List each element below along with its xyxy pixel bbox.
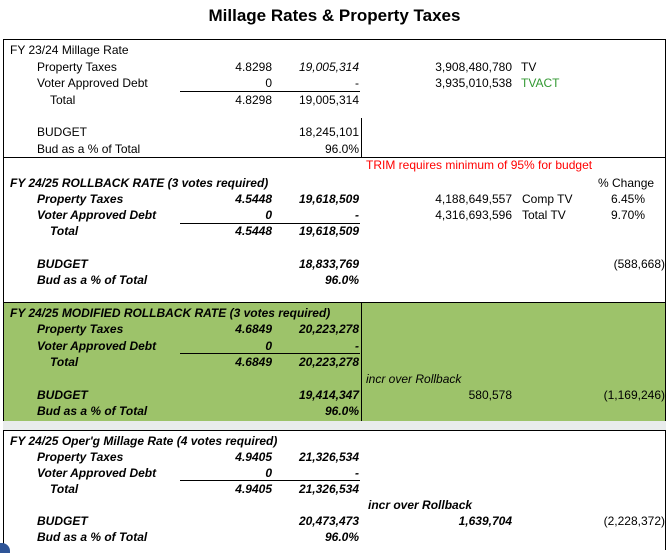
property-taxes-rate: 4.8298 bbox=[235, 60, 272, 74]
budget-difference: (1,169,246) bbox=[603, 388, 665, 402]
section-heading: FY 24/25 MODIFIED ROLLBACK RATE (3 votes required) bbox=[10, 306, 331, 320]
comp-tv-pct: 6.45% bbox=[610, 192, 645, 206]
voter-debt-rate: 0 bbox=[265, 339, 272, 353]
total-label: Total bbox=[50, 355, 79, 369]
comp-tv-value: 4,188,649,557 bbox=[435, 192, 512, 206]
total-amount: 20,223,278 bbox=[298, 355, 359, 369]
property-taxes-label: Property Taxes bbox=[37, 450, 124, 464]
voter-debt-amount: - bbox=[355, 208, 359, 222]
total-label: Total bbox=[50, 93, 76, 107]
page-title: Millage Rates & Property Taxes bbox=[208, 6, 461, 25]
tv-value: 3,908,480,780 bbox=[435, 60, 512, 74]
total-rate: 4.9405 bbox=[235, 482, 272, 496]
budget-amount: 20,473,473 bbox=[298, 514, 359, 528]
budget-pct-label: Bud as a % of Total bbox=[37, 273, 148, 287]
property-taxes-rate: 4.6849 bbox=[235, 322, 272, 336]
comp-tv-label: Comp TV bbox=[522, 192, 573, 206]
voter-debt-rate: 0 bbox=[265, 208, 272, 222]
pct-change-header: % Change bbox=[598, 176, 655, 190]
budget-label: BUDGET bbox=[37, 257, 88, 271]
property-taxes-label: Property Taxes bbox=[37, 322, 124, 336]
voter-debt-label: Voter Approved Debt bbox=[37, 466, 157, 480]
voter-debt-amount: - bbox=[355, 339, 359, 353]
budget-label: BUDGET bbox=[37, 125, 88, 139]
property-taxes-rate: 4.5448 bbox=[235, 192, 272, 206]
voter-debt-label: Voter Approved Debt bbox=[37, 76, 148, 90]
total-rate: 4.5448 bbox=[235, 224, 272, 238]
total-rate: 4.8298 bbox=[235, 93, 272, 107]
voter-debt-label: Voter Approved Debt bbox=[37, 208, 157, 222]
section-heading: FY 24/25 ROLLBACK RATE (3 votes required) bbox=[10, 176, 269, 190]
total-underline bbox=[180, 353, 360, 354]
budget-pct-value: 96.0% bbox=[324, 142, 359, 156]
total-amount: 19,618,509 bbox=[298, 224, 359, 238]
tvact-value: 3,935,010,538 bbox=[435, 76, 512, 90]
total-tv-label: Total TV bbox=[522, 208, 566, 222]
total-amount: 21,326,534 bbox=[298, 482, 359, 496]
section-divider bbox=[3, 421, 666, 430]
tv-label: TV bbox=[521, 60, 537, 74]
incr-over-rollback-label: incr over Rollback bbox=[366, 372, 462, 386]
property-taxes-label: Property Taxes bbox=[37, 60, 117, 74]
budget-label: BUDGET bbox=[37, 388, 88, 402]
incr-over-rollback-label: incr over Rollback bbox=[368, 498, 473, 512]
cell-border bbox=[361, 303, 362, 421]
budget-amount: 18,833,769 bbox=[298, 257, 359, 271]
total-tv-value: 4,316,693,596 bbox=[435, 208, 512, 222]
total-rate: 4.6849 bbox=[235, 355, 272, 369]
budget-label: BUDGET bbox=[37, 514, 88, 528]
voter-debt-amount: - bbox=[355, 466, 359, 480]
property-taxes-amount: 21,326,534 bbox=[298, 450, 359, 464]
section-heading: FY 24/25 Oper'g Millage Rate (4 votes required) bbox=[10, 434, 278, 448]
budget-pct-label: Bud as a % of Total bbox=[37, 142, 141, 156]
budget-amount: 19,414,347 bbox=[298, 388, 359, 402]
voter-debt-rate: 0 bbox=[265, 466, 272, 480]
incr-over-rollback-amount: 1,639,704 bbox=[458, 514, 512, 528]
total-tv-pct: 9.70% bbox=[610, 208, 645, 222]
trim-note: TRIM requires minimum of 95% for budget bbox=[366, 158, 593, 172]
property-taxes-amount: 20,223,278 bbox=[298, 322, 359, 336]
budget-pct-value: 96.0% bbox=[324, 273, 359, 287]
budget-pct-value: 96.0% bbox=[324, 530, 359, 544]
budget-pct-value: 96.0% bbox=[324, 404, 359, 418]
total-underline bbox=[180, 91, 360, 92]
total-label: Total bbox=[50, 482, 79, 496]
cell-border bbox=[361, 118, 362, 158]
budget-pct-label: Bud as a % of Total bbox=[37, 530, 148, 544]
budget-difference: (2,228,372) bbox=[603, 514, 665, 528]
section-heading: FY 23/24 Millage Rate bbox=[10, 43, 129, 57]
property-taxes-amount: 19,618,509 bbox=[298, 192, 359, 206]
budget-amount: 18,245,101 bbox=[298, 125, 359, 139]
total-amount: 19,005,314 bbox=[298, 93, 359, 107]
budget-pct-label: Bud as a % of Total bbox=[37, 404, 148, 418]
incr-over-rollback-amount: 580,578 bbox=[468, 388, 512, 402]
property-taxes-label: Property Taxes bbox=[37, 192, 124, 206]
tvact-label: TVACT bbox=[521, 76, 560, 90]
voter-debt-rate: 0 bbox=[265, 76, 272, 90]
budget-difference: (588,668) bbox=[613, 257, 665, 271]
total-underline bbox=[180, 480, 360, 481]
voter-debt-label: Voter Approved Debt bbox=[37, 339, 157, 353]
property-taxes-rate: 4.9405 bbox=[235, 450, 272, 464]
total-label: Total bbox=[50, 224, 79, 238]
property-taxes-amount: 19,005,314 bbox=[298, 60, 359, 74]
voter-debt-amount: - bbox=[355, 76, 359, 90]
